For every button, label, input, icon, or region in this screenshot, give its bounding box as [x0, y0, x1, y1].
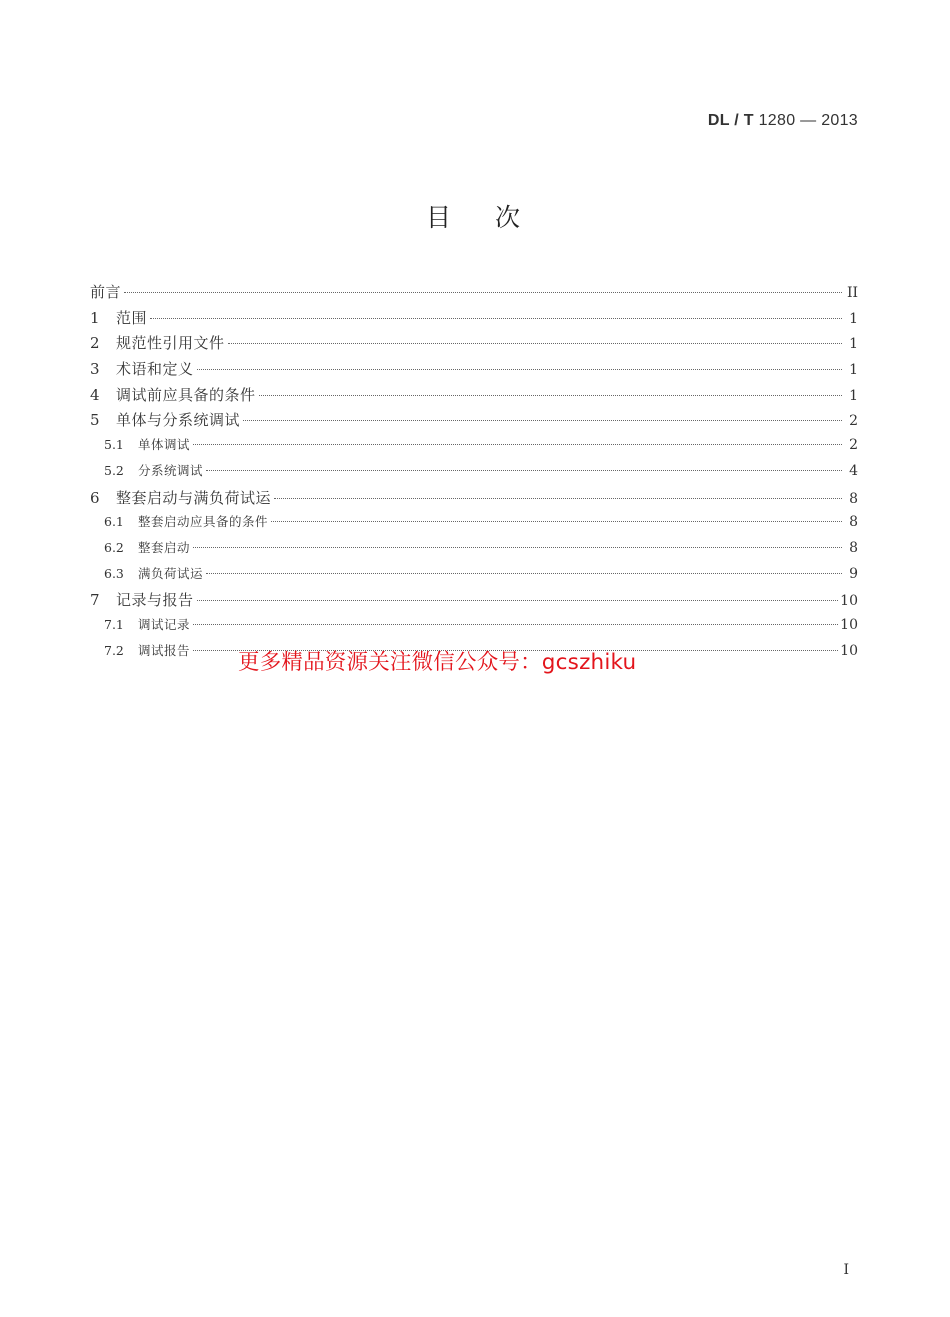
toc-entry-label: 分系统调试: [138, 462, 204, 478]
toc-entry-page: 1: [849, 336, 858, 353]
toc-entry[interactable]: [90, 461, 858, 487]
toc-entry-number: 5.2: [104, 462, 124, 478]
toc-entry-number: 5.1: [104, 437, 124, 453]
toc-entry-label: 记录与报告: [116, 591, 194, 610]
toc-entry-page: 2: [849, 413, 858, 430]
toc-entry-number: 2: [90, 334, 100, 353]
toc-entry-number: 7.2: [104, 642, 124, 658]
toc-entry-page: 10: [840, 616, 858, 633]
toc-entry-page: 2: [849, 437, 858, 454]
toc-dot-leader: [197, 600, 839, 601]
table-of-contents: [90, 281, 858, 666]
toc-entry-label: 规范性引用文件: [116, 334, 225, 353]
toc-entry-number: 5: [90, 411, 100, 430]
toc-entry[interactable]: [90, 281, 858, 307]
toc-entry-number: 3: [90, 360, 100, 379]
toc-entry-number: 7.1: [104, 616, 124, 632]
toc-entry-page: 1: [849, 362, 858, 379]
toc-entry[interactable]: [90, 384, 858, 410]
toc-entry-number: 6.3: [104, 565, 124, 581]
toc-entry-page: 8: [849, 490, 858, 507]
toc-entry[interactable]: [90, 487, 858, 513]
toc-entry-page: 4: [849, 462, 858, 479]
toc-entry-number: 6.2: [104, 539, 124, 555]
standard-code: [708, 112, 858, 130]
toc-entry-number: 6: [90, 488, 100, 507]
toc-entry-page: 10: [840, 593, 858, 610]
toc-entry-number: 1: [90, 308, 100, 327]
toc-dot-leader: [197, 369, 842, 370]
toc-entry-label: 单体调试: [138, 437, 191, 453]
toc-title: 目次: [425, 203, 564, 232]
toc-entry[interactable]: [90, 409, 858, 435]
toc-entry-label: 满负荷试运: [138, 565, 204, 581]
toc-entry[interactable]: [90, 538, 858, 564]
toc-entry-page: 9: [849, 565, 858, 582]
standard-number: 1280 — 2013: [758, 112, 858, 129]
toc-entry-label: 单体与分系统调试: [116, 411, 241, 430]
toc-entry[interactable]: [90, 358, 858, 384]
toc-entry[interactable]: [90, 307, 858, 333]
toc-entry-label: 范围: [116, 308, 148, 327]
toc-dot-leader: [271, 521, 842, 522]
toc-entry-label: 整套启动应具备的条件: [138, 514, 269, 530]
toc-dot-leader: [228, 343, 842, 344]
toc-entry-label: 调试前应具备的条件: [116, 385, 256, 404]
standard-org: DL / T: [707, 112, 754, 129]
toc-entry[interactable]: [90, 435, 858, 461]
toc-entry[interactable]: [90, 564, 858, 590]
toc-entry-label: 前言: [90, 283, 122, 301]
toc-entry[interactable]: [90, 615, 858, 641]
toc-entry-label: 调试报告: [138, 642, 191, 658]
toc-dot-leader: [193, 624, 838, 625]
toc-entry[interactable]: [90, 512, 858, 538]
toc-dot-leader: [206, 573, 842, 574]
toc-entry-page: II: [846, 285, 858, 301]
toc-entry-page: 10: [840, 642, 858, 659]
toc-dot-leader: [124, 292, 842, 293]
watermark-text: 更多精品资源关注微信公众号：gcszhiku: [238, 650, 637, 675]
toc-entry[interactable]: [90, 332, 858, 358]
toc-entry-label: 整套启动: [138, 539, 191, 555]
toc-entry-number: 4: [90, 385, 100, 404]
toc-entry-number: 7: [90, 591, 100, 610]
toc-entry[interactable]: [90, 589, 858, 615]
toc-entry-label: 整套启动与满负荷试运: [116, 488, 272, 507]
toc-dot-leader: [259, 395, 842, 396]
toc-entry-label: 术语和定义: [116, 360, 194, 379]
toc-entry-page: 1: [849, 387, 858, 404]
toc-dot-leader: [243, 420, 842, 421]
toc-entry-page: 1: [849, 310, 858, 327]
toc-entry-label: 调试记录: [138, 616, 191, 632]
toc-dot-leader: [150, 318, 842, 319]
toc-entry-page: 8: [849, 539, 858, 556]
toc-dot-leader: [206, 470, 842, 471]
toc-entry-number: 6.1: [104, 514, 124, 530]
toc-dot-leader: [274, 498, 842, 499]
page-number: I: [843, 1262, 849, 1278]
toc-dot-leader: [193, 547, 842, 548]
toc-dot-leader: [193, 444, 842, 445]
toc-entry-page: 8: [849, 514, 858, 531]
